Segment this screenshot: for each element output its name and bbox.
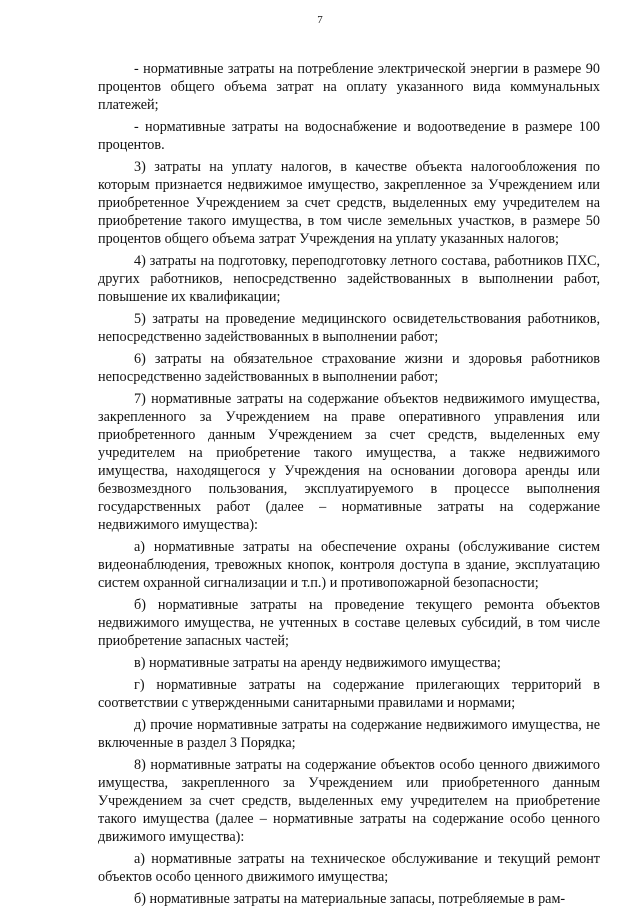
paragraph-item-4-training: 4) затраты на подготовку, переподготовку летного состава, работников ПХС, других работников, непосредственно задействованных в выполнении работ, повышение их квалификации; [98, 253, 600, 305]
paragraph-electricity-costs: - нормативные затраты на потребление электрической энергии в размере 90 процентов общего объема затрат на оплату указанного вида коммунальных платежей; [98, 61, 600, 113]
document-body [98, 60, 600, 912]
paragraph-subitem-d-other: д) прочие нормативные затраты на содержание недвижимого имущества, не включенные в раздел 3 Порядка; [98, 717, 600, 751]
paragraph-subitem-g-territories: г) нормативные затраты на содержание прилегающих территорий в соответствии с утвержденными санитарными правилами и нормами; [98, 677, 600, 711]
paragraph-item-3-taxes: 3) затраты на уплату налогов, в качестве объекта налогообложения по которым признается недвижимое имущество, закрепленное за Учреждением или приобретенное Учреждением за счет средств, выделенных ему учредителем на приобретение такого имущества, в том числе земельных участков, в размере 50 процентов общего объема затрат Учреждения на уплату указанных налогов; [98, 159, 600, 247]
page-number: 7 [317, 14, 323, 26]
paragraph-subitem-a-maintenance: а) нормативные затраты на техническое обслуживание и текущий ремонт объектов особо ценного движимого имущества; [98, 851, 600, 885]
paragraph-subitem-a-security: а) нормативные затраты на обеспечение охраны (обслуживание систем видеонаблюдения, тревожных кнопок, контроля доступа в здание, эксплуатацию систем охранной сигнализации и т.п.) и противопожарной безопасности; [98, 539, 600, 591]
paragraph-water-costs: - нормативные затраты на водоснабжение и водоотведение в размере 100 процентов. [98, 119, 600, 153]
paragraph-subitem-b-repair: б) нормативные затраты на проведение текущего ремонта объектов недвижимого имущества, не учтенных в составе целевых субсидий, в том числе приобретение запасных частей; [98, 597, 600, 649]
paragraph-item-6-insurance: 6) затраты на обязательное страхование жизни и здоровья работников непосредственно задействованных в выполнении работ; [98, 351, 600, 385]
paragraph-item-8-movable-property: 8) нормативные затраты на содержание объектов особо ценного движимого имущества, закрепленного за Учреждением или приобретенного данным Учреждением за счет средств, выделенных ему учредителем на приобретение такого имущества (далее – нормативные затраты на содержание особо ценного движимого имущества): [98, 757, 600, 845]
paragraph-subitem-b-materials: б) нормативные затраты на материальные запасы, потребляемые в рам- [134, 891, 566, 907]
paragraph-item-7-real-estate: 7) нормативные затраты на содержание объектов недвижимого имущества, закрепленного за Учреждением на праве оперативного управления или приобретенного данным Учреждением за счет средств, выделенных ему учредителем на приобретение такого имущества, а также недвижимого имущества, находящегося у Учреждения на основании договора аренды или безвозмездного пользования, эксплуатируемого в процессе выполнения государственных работ (далее – нормативные затраты на содержание недвижимого имущества): [98, 391, 600, 533]
paragraph-subitem-v-rent: в) нормативные затраты на аренду недвижимого имущества; [134, 655, 501, 671]
paragraph-item-5-medical: 5) затраты на проведение медицинского освидетельствования работников, непосредственно задействованных в выполнении работ; [98, 311, 600, 345]
